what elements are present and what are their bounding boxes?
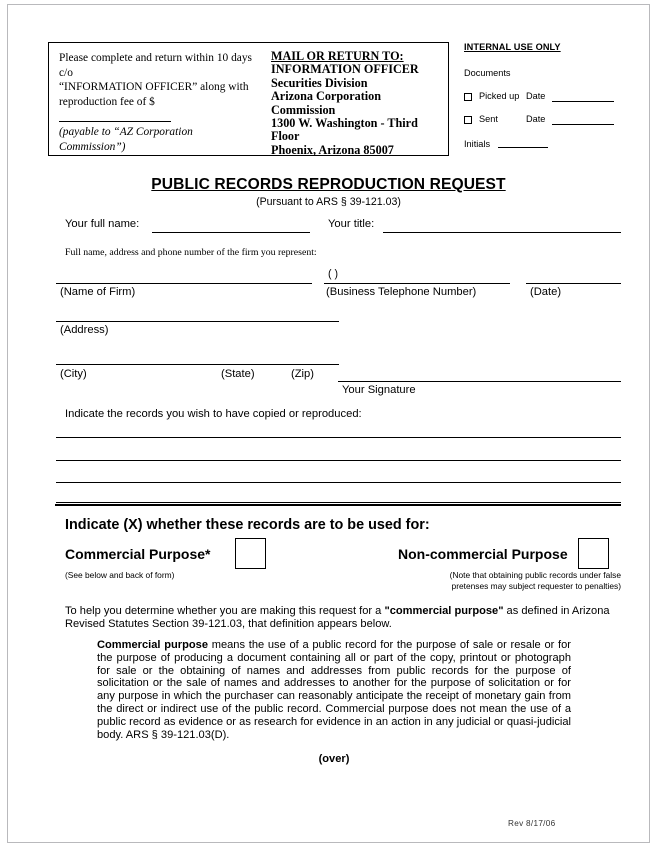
full-name-label: Your full name: bbox=[65, 218, 140, 230]
date-label: (Date) bbox=[530, 286, 562, 298]
purpose-section-heading: Indicate (X) whether these records are to be used for: bbox=[65, 517, 430, 533]
documents-label: Documents bbox=[464, 68, 511, 78]
sent-date-blank[interactable] bbox=[552, 115, 614, 125]
picked-up-date-blank[interactable] bbox=[552, 92, 614, 102]
initials-blank[interactable] bbox=[498, 138, 548, 148]
initials-label: Initials bbox=[464, 139, 491, 149]
instructions-line-3 bbox=[59, 95, 261, 125]
sent-label: Sent bbox=[479, 114, 498, 124]
phone-area-code-paren: ( ) bbox=[328, 268, 338, 280]
reproduction-fee-blank[interactable] bbox=[59, 109, 171, 122]
sent-row bbox=[464, 114, 644, 125]
internal-use-only-block bbox=[464, 42, 644, 150]
definition-intro-post: as defined in Arizona Revised Statutes Section 39-121.03, that definition appears below. bbox=[65, 605, 610, 630]
commercial-purpose-definition bbox=[97, 639, 571, 741]
business-phone-input-line[interactable] bbox=[324, 283, 510, 284]
noncommercial-purpose-note bbox=[403, 570, 621, 592]
city-state-zip-input-line[interactable] bbox=[56, 364, 339, 365]
definition-term: Commercial purpose bbox=[97, 639, 208, 651]
noncommercial-purpose-label: Non-commercial Purpose bbox=[398, 546, 568, 562]
commercial-purpose-label: Commercial Purpose* bbox=[65, 546, 211, 562]
mail-line-7: Phoenix, Arizona 85007 bbox=[271, 142, 394, 157]
commercial-purpose-checkbox[interactable] bbox=[235, 538, 266, 569]
full-name-input-line[interactable] bbox=[152, 232, 310, 233]
document-page bbox=[7, 4, 650, 843]
picked-up-row bbox=[464, 91, 644, 102]
commercial-purpose-note: (See below and back of form) bbox=[65, 570, 175, 580]
picked-up-checkbox[interactable] bbox=[464, 93, 472, 101]
reproduction-fee-label: reproduction fee of $ bbox=[59, 95, 155, 108]
records-line-1[interactable] bbox=[56, 437, 621, 438]
city-label: (City) bbox=[60, 368, 87, 380]
mail-return-title: MAIL OR RETURN TO: bbox=[271, 49, 404, 63]
noncommercial-purpose-checkbox[interactable] bbox=[578, 538, 609, 569]
picked-up-date-label: Date bbox=[526, 91, 546, 101]
instructions-line-1: Please complete and return within 10 days c/o bbox=[59, 52, 252, 79]
mail-line-5: 1300 W. Washington - Third bbox=[271, 116, 418, 131]
mail-line-3: Arizona Corporation bbox=[271, 89, 382, 104]
signature-input-line[interactable] bbox=[338, 381, 621, 382]
header-address-box bbox=[48, 42, 449, 156]
signature-label: Your Signature bbox=[342, 384, 416, 396]
name-of-firm-label: (Name of Firm) bbox=[60, 286, 136, 298]
internal-use-title: INTERNAL USE ONLY bbox=[464, 42, 561, 52]
definition-body: means the use of a public record for the purpose of sale or resale or for the purpose of producing a document containing all or part of the copy, printout or photograph for sale or the obtaining of names and addresses from public records for the purpose of solicitation or the sale of names and addresses to another for the purpose of solicitation or for any purpose in which the purchaser can reasonably anticipate the receipt of monetary gain from the direct or indirect use of the public record. Commercial purpose does not mean the use of a public record as evidence or as research for evidence in an action in any judicial or quasi-judicial body. ARS § 39-121.03(D). bbox=[97, 639, 571, 741]
return-instructions-block bbox=[49, 43, 267, 155]
address-input-line[interactable] bbox=[56, 321, 339, 322]
mail-return-block bbox=[267, 43, 448, 155]
over-indicator: (over) bbox=[318, 753, 350, 765]
payable-to-note: (payable to “AZ Corporation Commission”) bbox=[59, 125, 193, 153]
definition-intro-bold: "commercial purpose" bbox=[384, 605, 504, 617]
mail-line-4: Commission bbox=[271, 102, 336, 117]
instructions-line-2: “INFORMATION OFFICER” along with bbox=[59, 81, 249, 94]
records-line-4[interactable] bbox=[56, 502, 621, 503]
mail-line-2: Securities Division bbox=[271, 75, 368, 90]
records-line-3[interactable] bbox=[56, 482, 621, 483]
address-label: (Address) bbox=[60, 324, 109, 336]
firm-prompt-label: Full name, address and phone number of the firm you represent: bbox=[65, 247, 317, 258]
records-prompt-label: Indicate the records you wish to have copied or reproduced: bbox=[65, 408, 362, 420]
state-label: (State) bbox=[221, 368, 255, 380]
picked-up-label: Picked up bbox=[479, 91, 520, 101]
section-divider bbox=[55, 504, 621, 506]
title-label: Your title: bbox=[328, 218, 375, 230]
initials-row bbox=[464, 138, 644, 150]
title-input-line[interactable] bbox=[383, 232, 621, 233]
form-sheet bbox=[8, 5, 649, 842]
definition-intro-pre: To help you determine whether you are making this request for a bbox=[65, 605, 385, 617]
noncommercial-note-line-1: (Note that obtaining public records under false bbox=[449, 570, 621, 580]
definition-intro-paragraph bbox=[65, 605, 621, 631]
page-title bbox=[8, 176, 649, 194]
business-phone-label: (Business Telephone Number) bbox=[326, 286, 477, 298]
revision-footer: Rev 8/17/06 bbox=[508, 819, 556, 828]
mail-line-6: Floor bbox=[271, 129, 300, 144]
mail-line-1: INFORMATION OFFICER bbox=[271, 62, 419, 77]
sent-date-label: Date bbox=[526, 114, 546, 124]
page-subtitle: (Pursuant to ARS § 39-121.03) bbox=[256, 196, 401, 208]
date-input-line[interactable] bbox=[526, 283, 621, 284]
page-title-text: PUBLIC RECORDS REPRODUCTION REQUEST bbox=[151, 176, 506, 193]
sent-checkbox[interactable] bbox=[464, 116, 472, 124]
noncommercial-note-line-2: pretenses may subject requester to penalties) bbox=[451, 581, 621, 591]
zip-label: (Zip) bbox=[291, 368, 314, 380]
firm-name-input-line[interactable] bbox=[56, 283, 312, 284]
records-line-2[interactable] bbox=[56, 460, 621, 461]
